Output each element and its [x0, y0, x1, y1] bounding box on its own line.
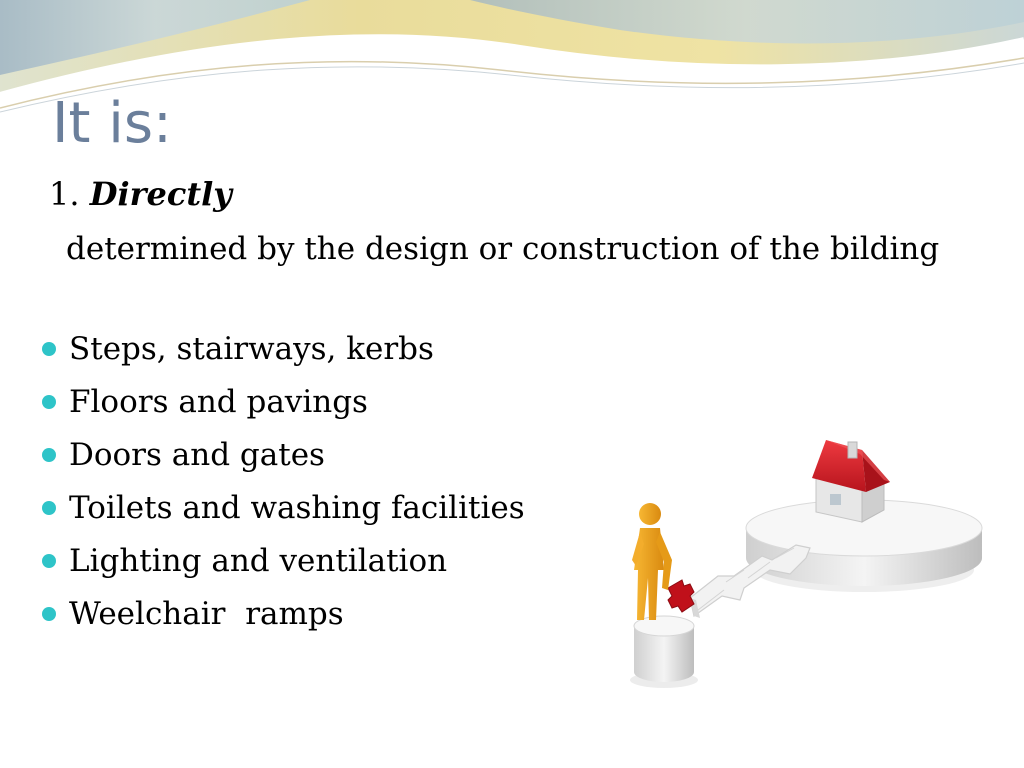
house-icon: [812, 440, 890, 522]
heading-label: Directly: [89, 175, 232, 213]
bullet-item: [40, 429, 525, 482]
person-puzzle-bridge-illustration: [594, 420, 984, 732]
bullet-text: Weelchair ramps: [69, 596, 344, 632]
bullet-icon: [42, 607, 56, 621]
body-paragraph: determined by the design or construction of the bilding: [66, 231, 940, 267]
bullet-item: [40, 376, 525, 429]
bullet-text: Steps, stairways, kerbs: [69, 331, 434, 367]
bullet-text: Floors and pavings: [69, 384, 368, 420]
bullet-item: [40, 323, 525, 376]
bullet-icon: [42, 501, 56, 515]
bullet-text: Toilets and washing facilities: [69, 490, 525, 526]
bullet-item: [40, 588, 525, 641]
bullet-icon: [42, 342, 56, 356]
bullet-item: [40, 482, 525, 535]
bullet-item: [40, 535, 525, 588]
numbered-heading: [49, 172, 232, 216]
bullet-icon: [42, 448, 56, 462]
bullet-list: [40, 323, 525, 641]
bullet-text: Doors and gates: [69, 437, 325, 473]
red-puzzle-piece-icon: [668, 580, 694, 612]
person-figure-icon: [632, 503, 672, 620]
bullet-icon: [42, 395, 56, 409]
heading-number: 1.: [49, 175, 80, 213]
bullet-icon: [42, 554, 56, 568]
slide-title: It is:: [52, 91, 172, 156]
bullet-text: Lighting and ventilation: [69, 543, 448, 579]
